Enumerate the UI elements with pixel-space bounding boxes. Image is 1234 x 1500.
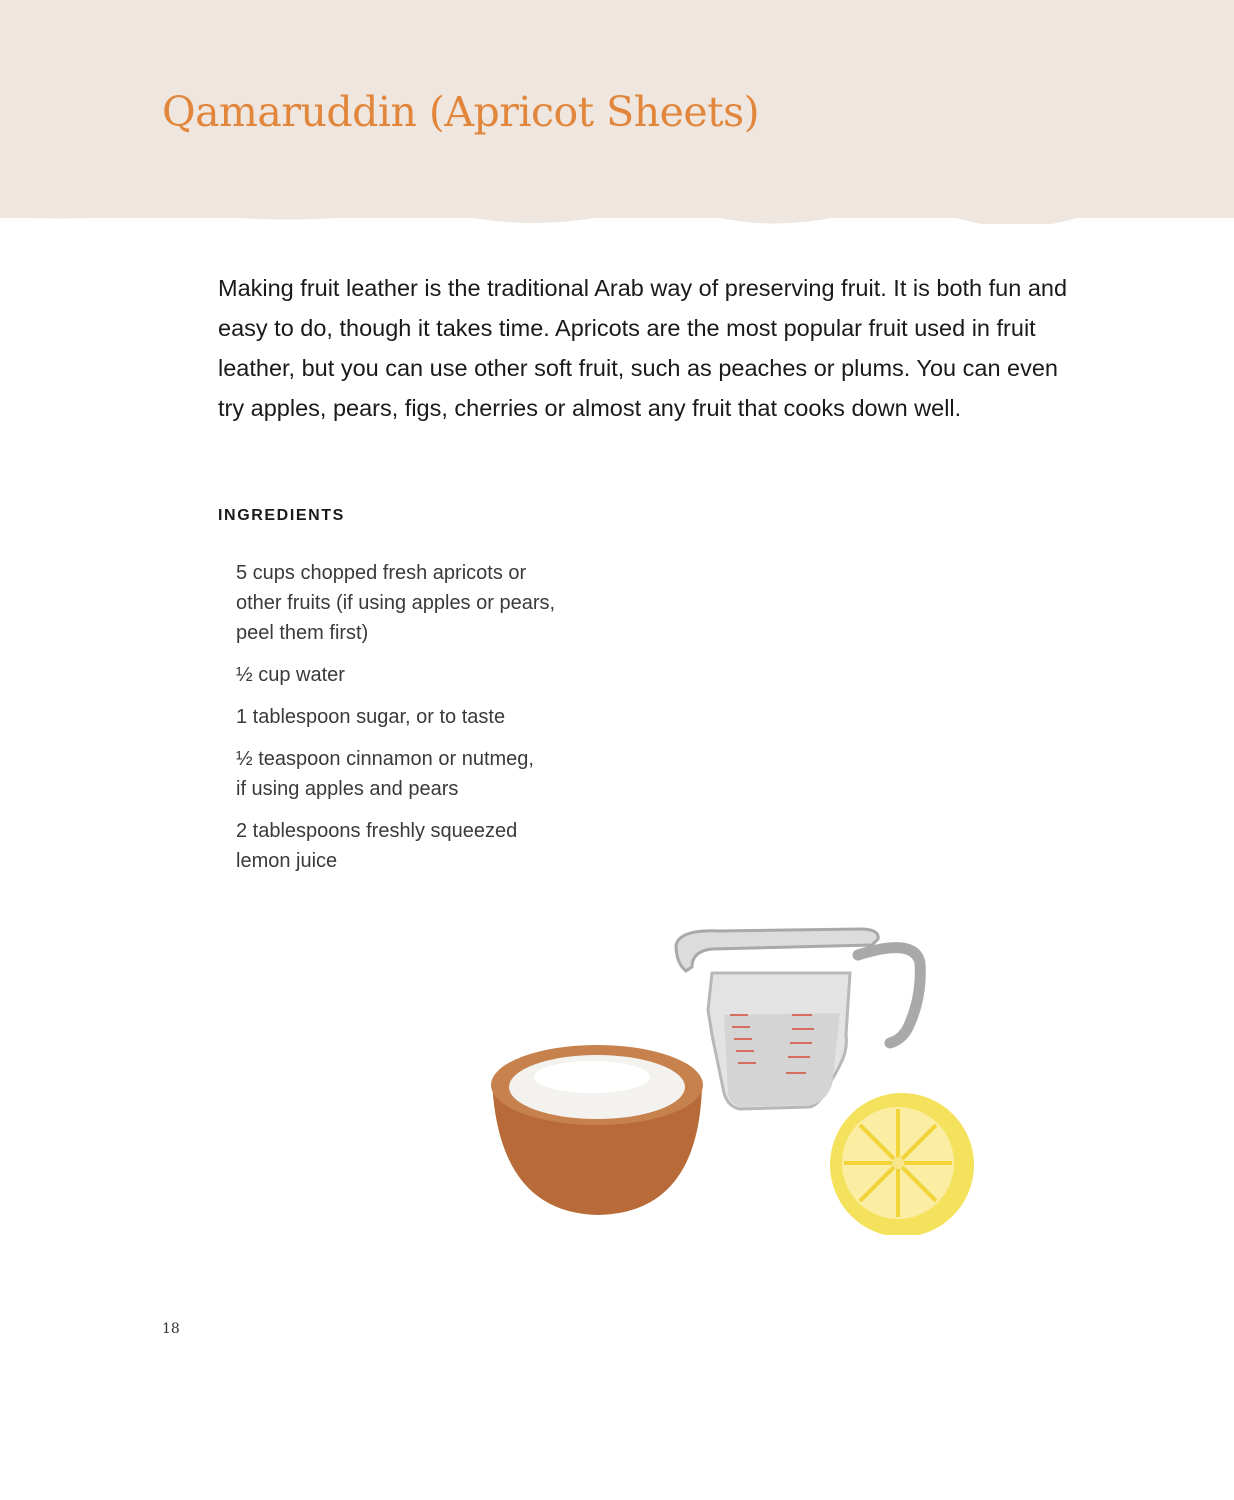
ingredients-illustration bbox=[480, 915, 1000, 1235]
measuring-cup-icon bbox=[676, 929, 920, 1109]
ingredient-item: ½ cup water bbox=[236, 664, 345, 686]
page-number: 18 bbox=[162, 1321, 180, 1337]
ingredient-item: 5 cups chopped fresh apricots or other fruits (if using apples or pears, peel them first) bbox=[236, 562, 556, 644]
ingredient-item: 2 tablespoons freshly squeezed lemon juice bbox=[236, 820, 518, 872]
ingredient-item: ½ teaspoon cinnamon or nutmeg, if using apples and pears bbox=[236, 748, 534, 800]
lemon-half-icon bbox=[830, 1093, 974, 1235]
ingredients-heading: INGREDIENTS bbox=[218, 507, 345, 524]
ingredients-list bbox=[236, 558, 636, 888]
page-title: Qamaruddin (Apricot Sheets) bbox=[162, 88, 760, 136]
sugar-bowl-icon bbox=[491, 1045, 703, 1215]
ingredient-item: 1 tablespoon sugar, or to taste bbox=[236, 706, 506, 728]
intro-paragraph: Making fruit leather is the traditional Arab way of preserving fruit. It is both fun and easy to do, though it takes time. Apricots are the most popular fruit used in fruit leather, but you can use other soft fruit, such as peaches or plums. You can even try apples, pears, figs, cherries or almost any fruit that cooks down well. bbox=[218, 275, 1068, 421]
torn-edge-divider bbox=[0, 212, 1234, 224]
